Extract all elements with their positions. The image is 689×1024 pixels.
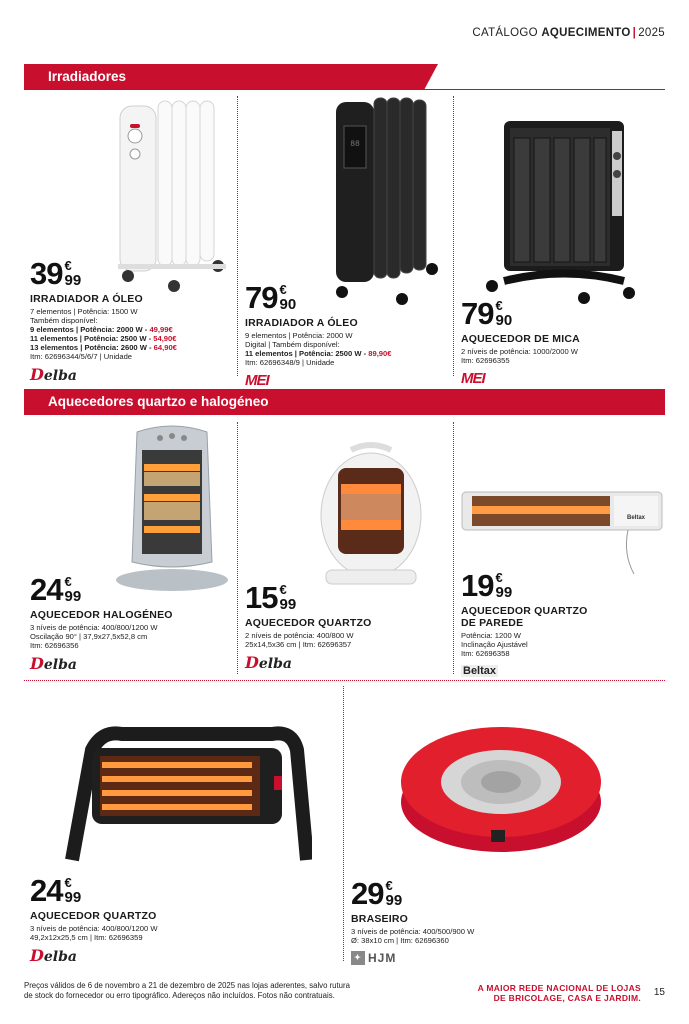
section-title: Aquecedores quartzo e halogéneo — [48, 394, 269, 409]
spec-line: 9 elementos | Potência: 2000 W — [245, 331, 353, 340]
spec-line: Inclinação Ajustável — [461, 640, 528, 649]
slogan-line: A MAIOR REDE NACIONAL DE LOJAS — [477, 983, 641, 993]
price-cents: 99 — [64, 588, 82, 605]
price-integer: 79 — [245, 280, 278, 315]
currency-symbol: € — [279, 582, 287, 597]
mica-heater-image — [484, 116, 644, 306]
quartz-heater-image — [316, 440, 426, 590]
price — [461, 296, 661, 331]
row-divider — [24, 680, 665, 681]
spec-line: 25x14,5x36 cm | Itm: 62696357 — [245, 640, 352, 649]
price-cents: 99 — [495, 584, 513, 601]
item-code: Itm: 62696348/9 | Unidade — [245, 358, 335, 367]
spec-variant: 11 elementos | Potência: 2500 W - 54,90€ — [30, 334, 177, 343]
product-irradiador-oleo-black[interactable] — [245, 280, 445, 389]
spec-line: Ø: 38x10 cm | Itm: 62696360 — [351, 936, 449, 945]
price-integer: 79 — [461, 296, 494, 331]
product-name: IRRADIADOR A ÓLEO — [245, 317, 358, 329]
product-aquecedor-mica[interactable] — [461, 296, 661, 387]
disclaimer-line: de stock do fornecedor ou erro tipográfico. Adereços não incluídos. Fotos não contratuais. — [24, 991, 335, 1000]
spec-line: Potência: 1200 W — [461, 631, 521, 640]
price-integer: 39 — [30, 256, 63, 291]
product-braseiro[interactable] — [351, 876, 551, 966]
product-irradiador-oleo-white[interactable] — [30, 256, 230, 384]
product-specs — [351, 927, 551, 945]
catalog-separator: | — [632, 27, 637, 39]
column-divider — [453, 422, 454, 674]
brand-logo-delba: Delba — [30, 945, 77, 965]
spec-line: 2 níveis de potência: 400/800 W — [245, 631, 354, 640]
product-specs — [30, 623, 230, 650]
product-specs — [30, 307, 230, 361]
item-code: Itm: 62696358 — [461, 649, 510, 658]
svg-text:88: 88 — [350, 140, 360, 149]
product-name: AQUECEDOR QUARTZO DE PAREDE — [461, 605, 588, 629]
footer-disclaimer — [24, 981, 424, 1001]
item-code: Itm: 62696356 — [30, 641, 79, 650]
catalog-header — [472, 27, 665, 39]
product-name: AQUECEDOR QUARTZO — [30, 910, 157, 922]
price — [245, 280, 445, 315]
column-divider — [453, 96, 454, 376]
price-cents: 99 — [64, 272, 82, 289]
product-specs — [461, 347, 661, 365]
price — [351, 876, 551, 911]
spec-variant: 9 elementos | Potência: 2000 W - 49,99€ — [30, 325, 173, 334]
halogen-heater-image — [112, 422, 232, 592]
price-cents: 90 — [495, 312, 513, 329]
page-number: 15 — [653, 987, 665, 998]
spec-variant: 11 elementos | Potência: 2500 W - 89,90€ — [245, 349, 392, 358]
spec-line: Oscilação 90° | 37,9x27,5x52,8 cm — [30, 632, 148, 641]
currency-symbol: € — [495, 298, 503, 313]
price-integer: 19 — [461, 568, 494, 603]
spec-line: 3 níveis de potência: 400/800/1200 W — [30, 623, 158, 632]
long-quartz-heater-image — [62, 720, 312, 870]
price-cents: 99 — [385, 892, 403, 909]
section-banner-irradiadores — [24, 64, 424, 90]
product-name: AQUECEDOR HALOGÉNEO — [30, 609, 173, 621]
product-name: BRASEIRO — [351, 913, 409, 925]
product-aquecedor-quartzo-long[interactable] — [30, 873, 230, 965]
product-name: AQUECEDOR QUARTZO — [245, 617, 372, 629]
product-name: AQUECEDOR DE MICA — [461, 333, 580, 345]
spec-line: 7 elementos | Potência: 1500 W — [30, 307, 138, 316]
product-name: IRRADIADOR A ÓLEO — [30, 293, 143, 305]
brand-logo-mei: MEI — [461, 369, 485, 387]
price-integer: 24 — [30, 873, 63, 908]
currency-symbol: € — [64, 875, 72, 890]
column-divider — [237, 96, 238, 376]
product-aquecedor-quartzo-parede[interactable] — [461, 568, 661, 679]
price-cents: 90 — [279, 296, 297, 313]
product-aquecedor-quartzo-small[interactable] — [245, 580, 445, 672]
column-divider — [237, 422, 238, 674]
currency-symbol: € — [495, 570, 503, 585]
product-aquecedor-halogeneo[interactable] — [30, 572, 230, 673]
spec-line: Também disponível: — [30, 316, 98, 325]
product-specs — [245, 631, 445, 649]
product-specs — [461, 631, 661, 658]
item-code: Itm: 62696355 — [461, 356, 510, 365]
item-code: Itm: 62696344/5/6/7 | Unidade — [30, 352, 133, 361]
slogan-line: DE BRICOLAGE, CASA E JARDIM. — [493, 993, 641, 1003]
price — [245, 580, 445, 615]
price — [461, 568, 661, 603]
spec-line: 3 níveis de potência: 400/500/900 W — [351, 927, 475, 936]
currency-symbol: € — [385, 878, 393, 893]
brand-logo-mei: MEI — [245, 371, 269, 389]
braseiro-image — [396, 712, 606, 862]
black-oil-radiator-image — [330, 96, 440, 308]
price-integer: 29 — [351, 876, 384, 911]
price-cents: 99 — [279, 596, 297, 613]
price — [30, 256, 230, 291]
catalog-section: AQUECIMENTO — [541, 27, 631, 39]
catalog-label: CATÁLOGO — [472, 27, 538, 39]
catalog-year: 2025 — [638, 27, 665, 39]
price-integer: 15 — [245, 580, 278, 615]
product-specs — [245, 331, 445, 367]
banner-underline — [24, 89, 665, 90]
currency-symbol: € — [64, 574, 72, 589]
spec-variant: 13 elementos | Potência: 2600 W - 64,90€ — [30, 343, 177, 352]
disclaimer-line: Preços válidos de 6 de novembro a 21 de dezembro de 2025 nas lojas aderentes, salvo rutura — [24, 981, 350, 990]
price — [30, 873, 230, 908]
brand-logo-hjm: ✦ HJM — [351, 950, 551, 966]
spec-line: 49,2x12x25,5 cm | Itm: 62696359 — [30, 933, 143, 942]
brand-logo-delba: Delba — [30, 364, 77, 384]
product-specs — [30, 924, 230, 942]
svg-text:Beltax: Beltax — [626, 515, 646, 521]
column-divider — [343, 686, 344, 961]
section-banner-quartzo — [24, 389, 665, 415]
hjm-logo-icon: ✦ — [351, 951, 365, 965]
brand-logo-delba: Delba — [245, 652, 292, 672]
price-cents: 99 — [64, 889, 82, 906]
brand-logo-beltax: Beltax — [463, 665, 497, 677]
brand-logo-delba: Delba — [30, 653, 77, 673]
section-title: Irradiadores — [48, 69, 127, 84]
currency-symbol: € — [279, 282, 287, 297]
spec-line: Digital | Também disponível: — [245, 340, 340, 349]
price-integer: 24 — [30, 572, 63, 607]
spec-line: 2 níveis de potência: 1000/2000 W — [461, 347, 578, 356]
footer-slogan — [478, 983, 641, 1003]
price — [30, 572, 230, 607]
spec-line: 3 níveis de potência: 400/800/1200 W — [30, 924, 158, 933]
currency-symbol: € — [64, 258, 72, 273]
